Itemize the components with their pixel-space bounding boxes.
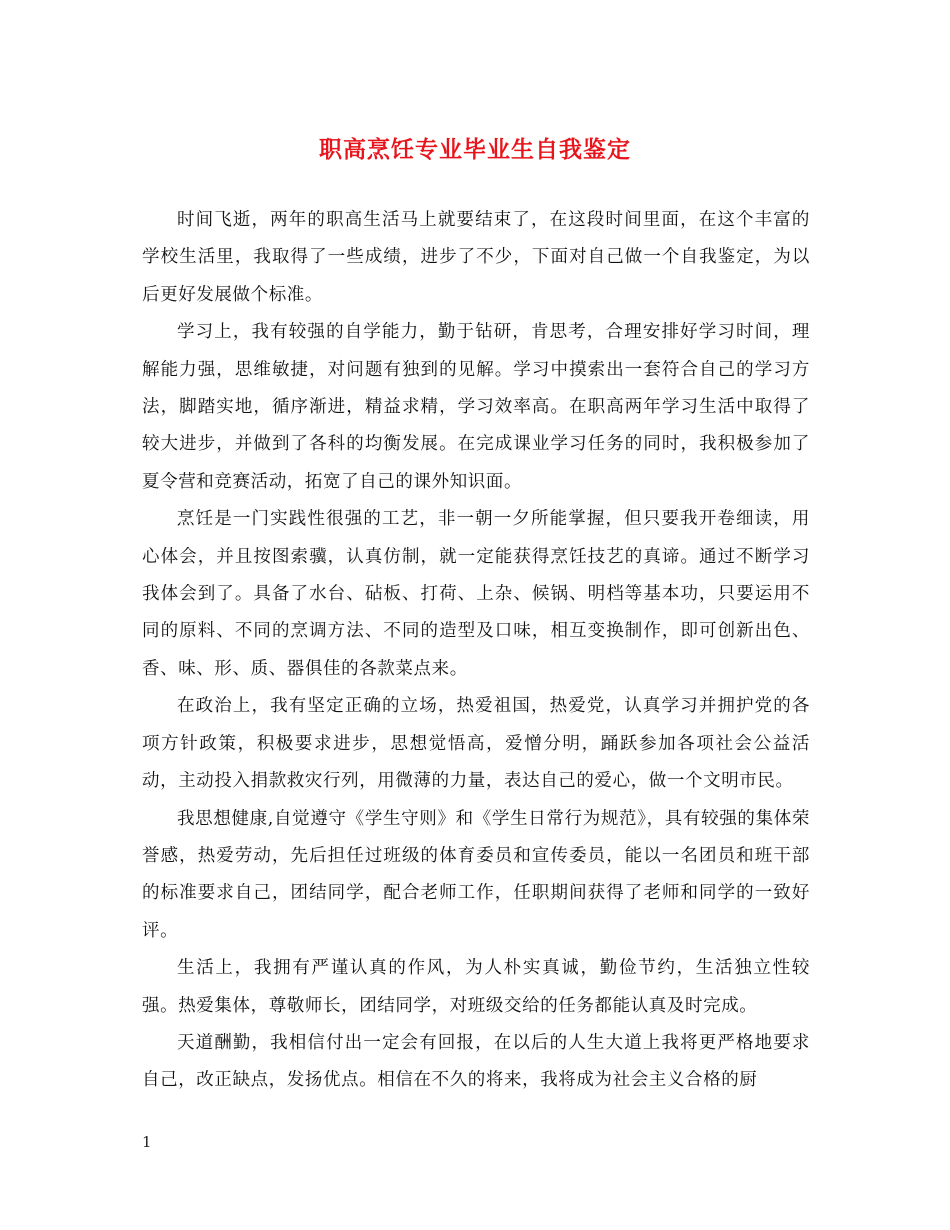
- paragraph-life: 生活上，我拥有严谨认真的作风，为人朴实真诚，勤俭节约，生活独立性较强。热爱集体，尊敬师长，团结同学，对班级交给的任务都能认真及时完成。: [142, 958, 810, 1016]
- paragraph-intro: 时间飞逝，两年的职高生活马上就要结束了，在这段时间里面，在这个丰富的学校生活里，我取得了一些成绩，进步了不少，下面对自己做一个自我鉴定，为以后更好发展做个标准。: [142, 210, 810, 305]
- document-title: 职高烹饪专业毕业生自我鉴定: [319, 136, 631, 163]
- page-number: 1: [142, 1133, 152, 1151]
- paragraph-conclusion: 天道酬勤，我相信付出一定会有回报，在以后的人生大道上我将更严格地要求自己，改正缺点，发扬优点。相信在不久的将来，我将成为社会主义合格的厨: [142, 1032, 810, 1091]
- paragraph-conduct: 我思想健康,自觉遵守《学生守则》和《学生日常行为规范》，具有较强的集体荣誉感，热爱劳动，先后担任过班级的体育委员和宣传委员，能以一名团员和班干部的标准要求自己，团结同学，配合老师工作，任职期间获得了老师和同学的一致好评。: [142, 808, 810, 941]
- paragraph-study: 学习上，我有较强的自学能力，勤于钻研，肯思考，合理安排好学习时间，理解能力强，思维敏捷，对问题有独到的见解。学习中摸索出一套符合自己的学习方法，脚踏实地，循序渐进，精益求精，学习效率高。在职高两年学习生活中取得了较大进步，并做到了各科的均衡发展。在完成课业学习任务的同时，我积极参加了夏令营和竞赛活动，拓宽了自己的课外知识面。: [142, 322, 810, 492]
- document-body: [142, 202, 810, 1100]
- paragraph-cooking: 烹饪是一门实践性很强的工艺，非一朝一夕所能掌握，但只要我开卷细读，用心体会，并且按图索骥，认真仿制，就一定能获得烹饪技艺的真谛。通过不断学习我体会到了。具备了水台、砧板、打荷、上杂、候锅、明档等基本功，只要运用不同的原料、不同的烹调方法、不同的造型及口味，相互变换制作，即可创新出色、香、味、形、质、器俱佳的各款菜点来。: [142, 509, 810, 679]
- paragraph-politics: 在政治上，我有坚定正确的立场，热爱祖国，热爱党，认真学习并拥护党的各项方针政策，积极要求进步，思想觉悟高，爱憎分明，踊跃参加各项社会公益活动，主动投入捐款救灾行列，用微薄的力量，表达自己的爱心，做一个文明市民。: [142, 696, 810, 792]
